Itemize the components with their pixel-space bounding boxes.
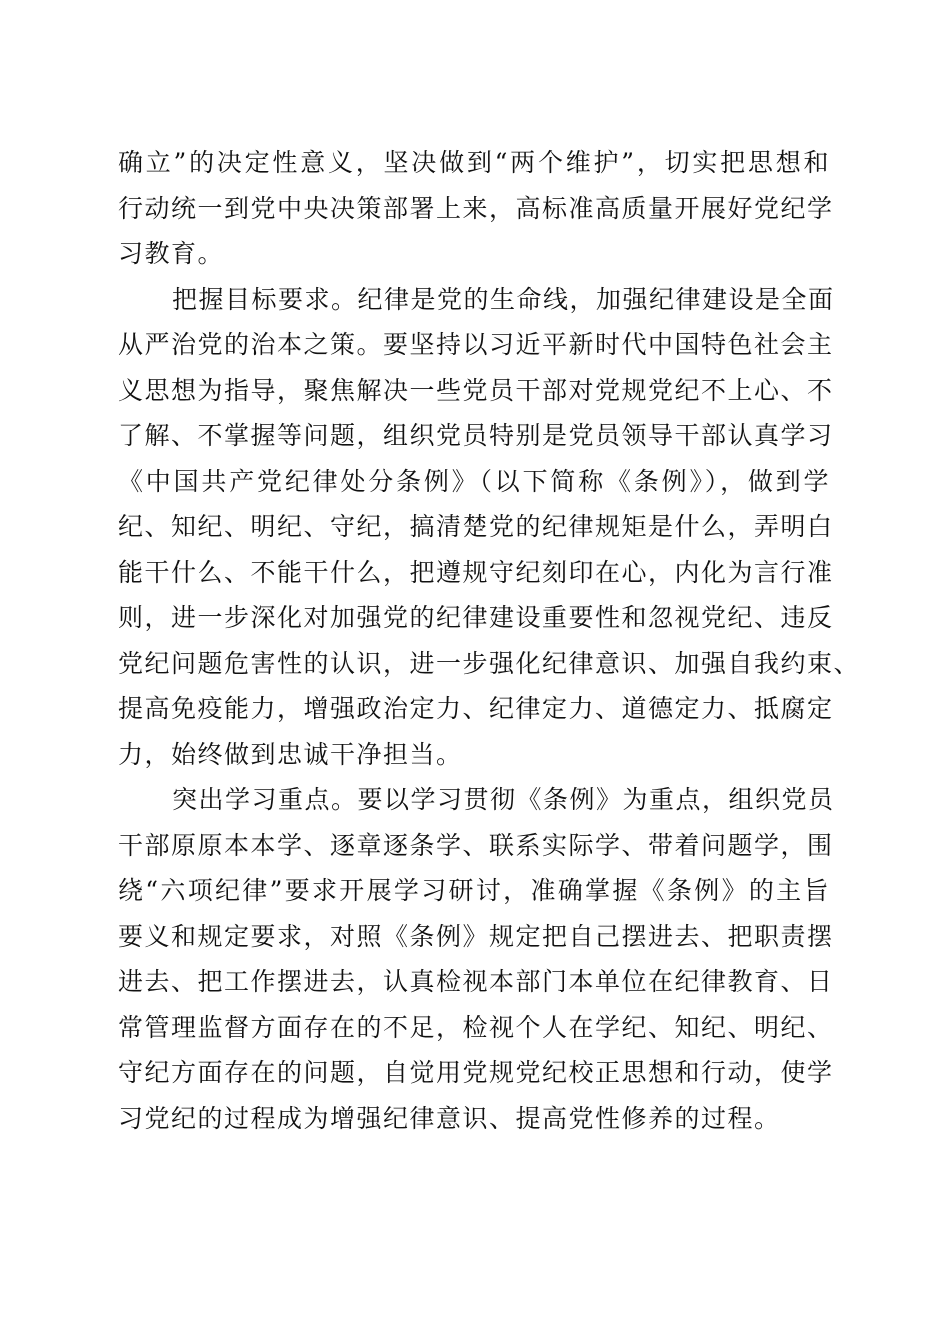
text-line: 《中国共产党纪律处分条例》（以下简称《条例》），做到学 (118, 466, 830, 496)
text-line: 要义和规定要求，对照《条例》规定把自己摆进去、把职责摆 (118, 921, 834, 951)
paragraph-2 (118, 277, 861, 778)
text-line: 提高免疫能力，增强政治定力、纪律定力、道德定力、抵腐定 (118, 694, 834, 723)
text-line: 突出学习重点。要以学习贯彻《条例》为重点，组织党员 (172, 785, 835, 814)
paragraph-3 (118, 777, 835, 1141)
text-line: 进去、把工作摆进去，认真检视本部门本单位在纪律教育、日 (118, 967, 834, 996)
text-line: 确立”的决定性意义，坚决做到“两个维护”，切实把思想和 (118, 148, 830, 177)
text-line: 则，进一步深化对加强党的纪律建设重要性和忽视党纪、违反 (118, 603, 834, 632)
text-line: 力，始终做到忠诚干净担当。 (118, 739, 463, 769)
paragraph-1 (118, 140, 834, 277)
text-line: 能干什么、不能干什么，把遵规守纪刻印在心，内化为言行准 (118, 557, 834, 587)
text-line: 干部原原本本学、逐章逐条学、联系实际学、带着问题学，围 (118, 830, 834, 860)
document-body (118, 140, 861, 1141)
text-line: 行动统一到党中央决策部署上来，高标准高质量开展好党纪学 (118, 193, 834, 223)
text-line: 把握目标要求。纪律是党的生命线，加强纪律建设是全面 (172, 284, 835, 314)
text-line: 习教育。 (118, 239, 225, 268)
text-line: 习党纪的过程成为增强纪律意识、提高党性修养的过程。 (118, 1103, 781, 1133)
text-line: 从严治党的治本之策。要坚持以习近平新时代中国特色社会主 (118, 330, 834, 359)
text-line: 常管理监督方面存在的不足，检视个人在学纪、知纪、明纪、 (118, 1012, 834, 1042)
text-line: 党纪问题危害性的认识，进一步强化纪律意识、加强自我约束、 (118, 648, 861, 678)
text-line: 守纪方面存在的问题，自觉用党规党纪校正思想和行动，使学 (118, 1058, 834, 1087)
text-line: 纪、知纪、明纪、守纪，搞清楚党的纪律规矩是什么，弄明白 (118, 512, 834, 541)
text-line: 绕“六项纪律”要求开展学习研讨，准确掌握《条例》的主旨 (118, 876, 830, 905)
text-line: 了解、不掌握等问题，组织党员特别是党员领导干部认真学习 (118, 421, 834, 450)
text-line: 义思想为指导，聚焦解决一些党员干部对党规党纪不上心、不 (118, 375, 834, 405)
